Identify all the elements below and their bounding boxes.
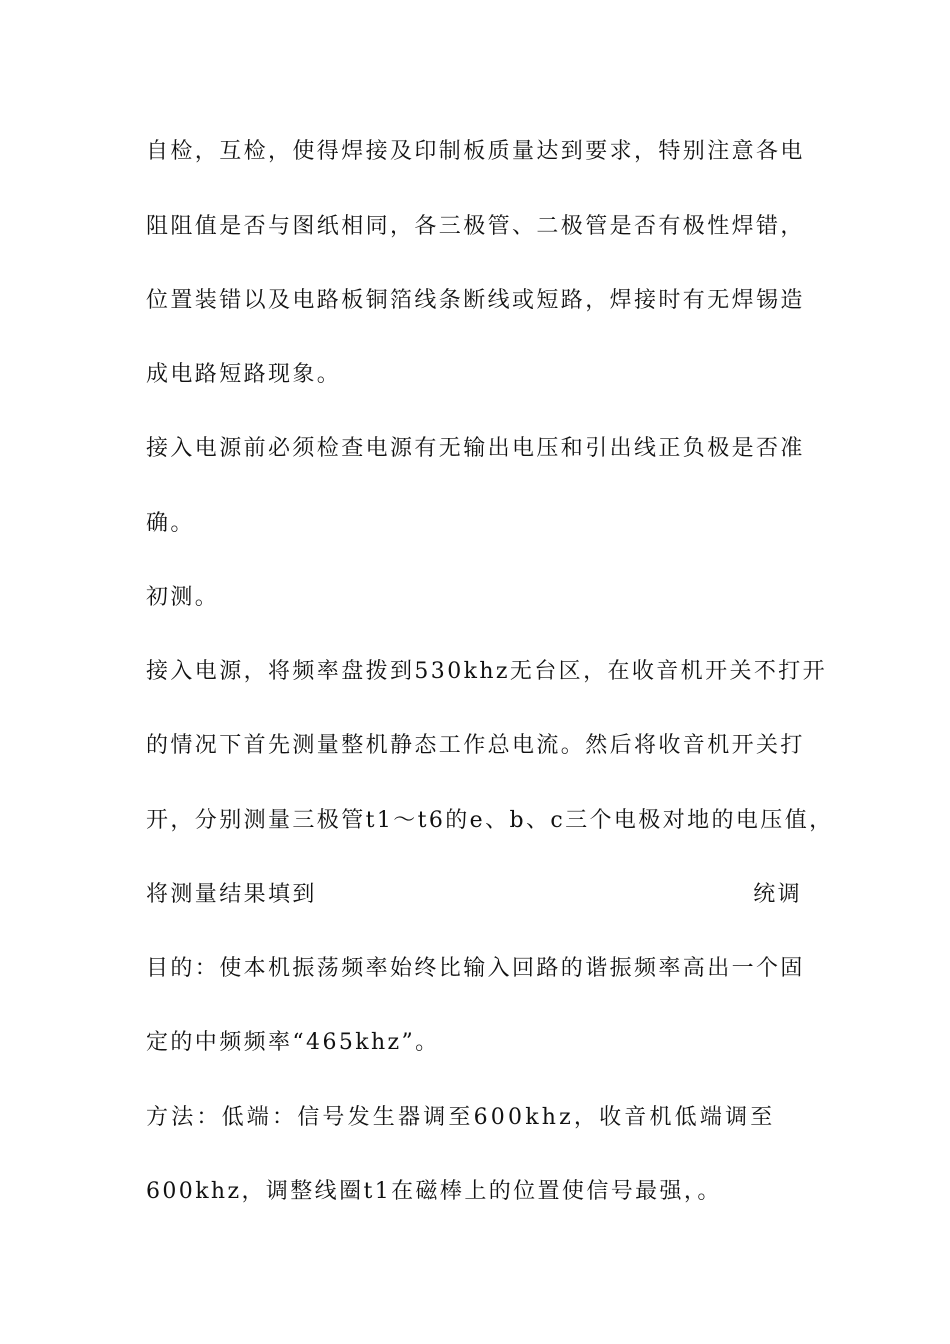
section-heading: 初测。 — [146, 585, 220, 610]
paragraph-line: 自检，互检，使得焊接及印制板质量达到要求，特别注意各电 — [146, 139, 805, 164]
paragraph-line: 开，分别测量三极管t1～t6的e、b、c三个电极对地的电压值， — [146, 808, 834, 833]
paragraph-line: 定的中频频率“465khz”。 — [146, 1030, 440, 1055]
paragraph-line: 的情况下首先测量整机静态工作总电流。然后将收音机开关打 — [146, 733, 805, 758]
paragraph-line: 接入电源前必须检查电源有无输出电压和引出线正负极是否准 — [146, 436, 805, 461]
paragraph-line: 将测量结果填到 — [146, 882, 317, 907]
paragraph-line: 位置装错以及电路板铜箔线条断线或短路，焊接时有无焊锡造 — [146, 288, 805, 313]
paragraph-line: 方法：低端：信号发生器调至600khz，收音机低端调至 — [146, 1105, 776, 1130]
paragraph-line: 600khz，调整线圈t1在磁棒上的位置使信号最强，。 — [146, 1179, 722, 1204]
paragraph-line: 阻阻值是否与图纸相同，各三极管、二极管是否有极性焊错， — [146, 214, 805, 239]
paragraph-line: 接入电源，将频率盘拨到530khz无台区，在收音机开关不打开 — [146, 659, 828, 684]
paragraph-line: 成电路短路现象。 — [146, 362, 342, 387]
paragraph-line: 确。 — [146, 511, 195, 536]
paragraph-line: 目的：使本机振荡频率始终比输入回路的谐振频率高出一个固 — [146, 956, 805, 981]
section-heading-right: 统调 — [753, 882, 802, 907]
